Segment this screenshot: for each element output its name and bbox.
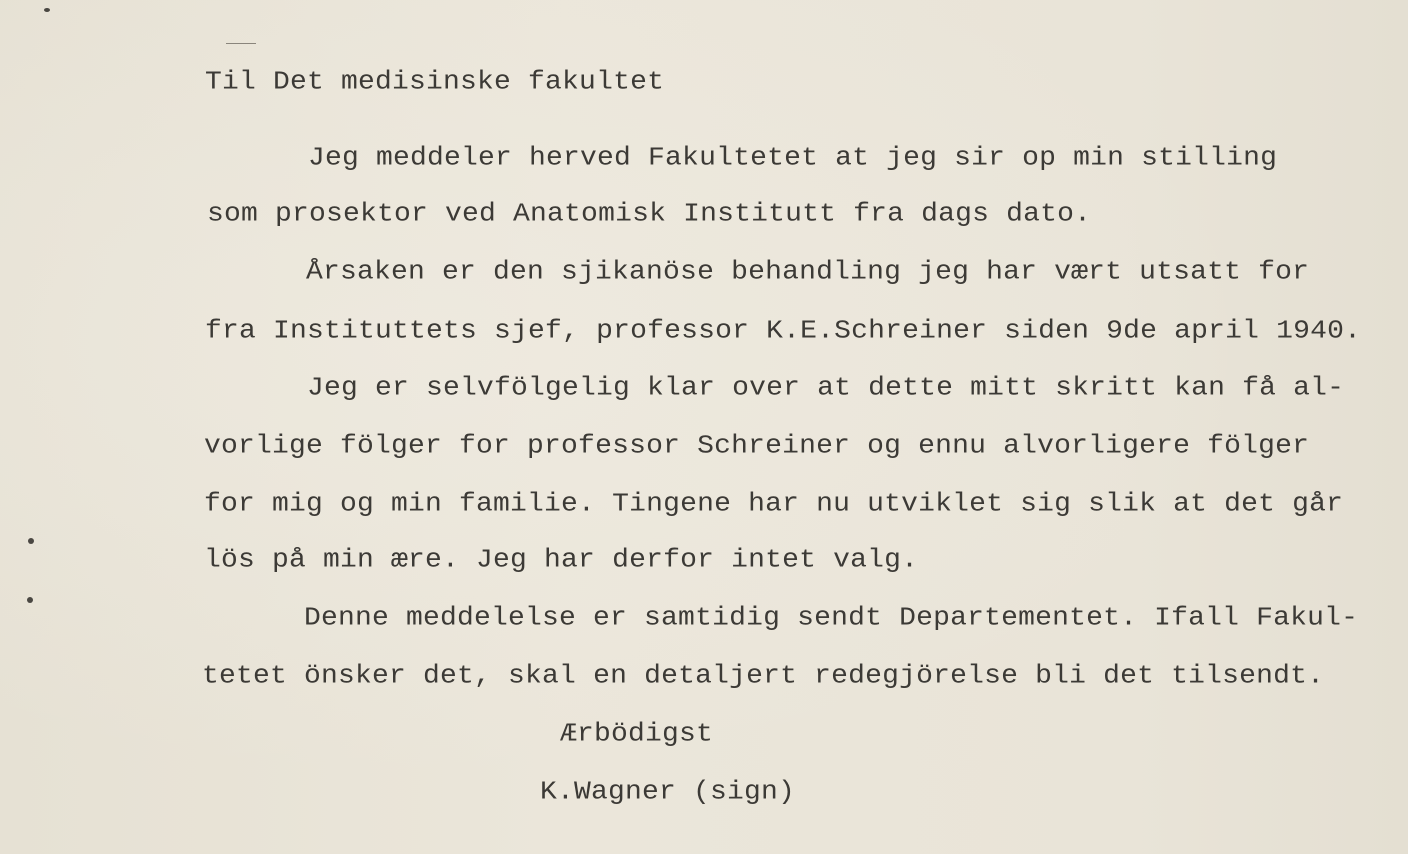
signature: K.Wagner (sign): [540, 778, 796, 807]
paragraph-3-line-3: for mig og min familie. Tingene har nu utviklet sig slik at det går: [204, 490, 1344, 519]
paragraph-1-line-1: Jeg meddeler herved Fakultetet at jeg sir op min stilling: [308, 144, 1278, 173]
paragraph-4-line-1: Denne meddelelse er samtidig sendt Departementet. Ifall Fakul-: [304, 604, 1359, 633]
paragraph-3-line-2: vorlige fölger for professor Schreiner og ennu alvorligere fölger: [204, 432, 1310, 461]
paragraph-2-line-1: Årsaken er den sjikanöse behandling jeg har vært utsatt for: [306, 258, 1310, 287]
paragraph-1-line-2: som prosektor ved Anatomisk Institutt fra dags dato.: [207, 200, 1092, 229]
ink-speck: [44, 8, 50, 12]
paragraph-3-line-1: Jeg er selvfölgelig klar over at dette mitt skritt kan få al-: [307, 374, 1345, 403]
punch-hole-mark: [27, 597, 33, 603]
paragraph-4-line-2: tetet önsker det, skal en detaljert redegjörelse bli det tilsendt.: [202, 662, 1325, 691]
addressee: Til Det medisinske fakultet: [205, 68, 665, 97]
punch-hole-mark: [28, 538, 34, 544]
paragraph-3-line-4: lös på min ære. Jeg har derfor intet valg.: [204, 546, 919, 575]
faint-dash-mark: [226, 43, 256, 44]
closing: Ærbödigst: [560, 720, 714, 749]
paragraph-2-line-2: fra Instituttets sjef, professor K.E.Schreiner siden 9de april 1940.: [205, 317, 1362, 346]
